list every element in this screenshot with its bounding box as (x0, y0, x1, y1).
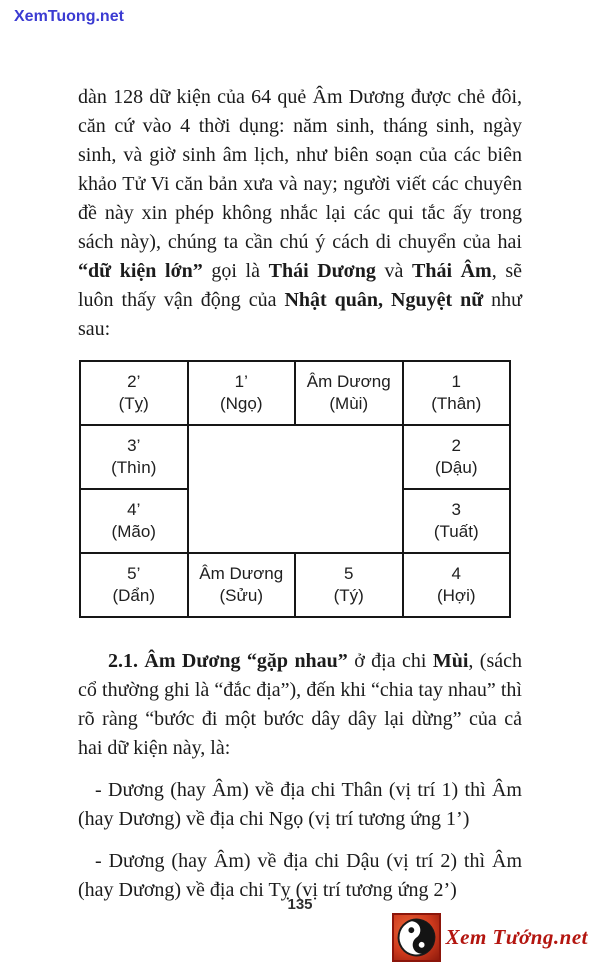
yin-yang-icon (392, 913, 441, 962)
cell-3-tuat: 3 (Tuất) (403, 489, 511, 553)
cell-3p-thin: 3’ (Thìn) (80, 425, 188, 489)
bullet-item-1: - Dương (hay Âm) về địa chi Thân (vị trí 1) thì Âm (hay Dương) về địa chi Ngọ (vị trí tương ứng 1’) (78, 779, 522, 830)
paragraph-intro: dàn 128 dữ kiện của 64 quẻ Âm Dương được chẻ đôi, căn cứ vào 4 thời dụng: năm sinh, tháng sinh, ngày sinh, và giờ sinh âm lịch, như biên soạn của các biên khảo Tử Vi căn bản xưa và nay; người viết các chuyên đề này xin phép không nhắc lại các qui tắc ấy trong sách này), chúng ta cần chú ý cách di chuyển của hai “dữ kiện lớn” gọi là Thái Dương và Thái Âm, sẽ luôn thấy vận động của Nhật quân, Nguyệt nữ như sau: (78, 86, 523, 340)
cell-5p-dan: 5’ (Dẩn) (80, 553, 188, 617)
site-logo-text: Xem Tướng.net (445, 925, 588, 949)
bullet-item-2: - Dương (hay Âm) về địa chi Dậu (vị trí 2) thì Âm (hay Dương) về địa chi Tỵ (vị trí tương ứng 2’) (78, 850, 522, 901)
cell-4p-mao: 4’ (Mão) (80, 489, 188, 553)
cell-1-than: 1 (Thân) (403, 361, 511, 425)
table-row (80, 553, 510, 617)
cell-2p-ty: 2’ (Tỵ) (80, 361, 188, 425)
cell-amduong-mui: Âm Dương (Mùi) (295, 361, 403, 425)
site-logo-link[interactable] (392, 913, 588, 962)
cell-1p-ngo: 1’ (Ngọ) (188, 361, 296, 425)
am-duong-position-table (79, 360, 511, 618)
page-content (78, 83, 522, 905)
paragraph-section-2-1: 2.1. Âm Dương “gặp nhau” ở địa chi Mùi, (sách cổ thường ghi là “đắc địa”), đến khi “chia tay nhau” thì rõ ràng “bước đi một bước dây dây lại dừng” của cả hai dữ kiện này, là: (78, 650, 522, 759)
cell-5-ty: 5 (Tý) (295, 553, 403, 617)
table-row (80, 425, 510, 489)
cell-2-dau: 2 (Dậu) (403, 425, 511, 489)
page-number: 135 (287, 896, 313, 913)
cell-empty-center (188, 425, 403, 553)
site-watermark-link[interactable]: XemTuong.net (14, 8, 124, 25)
cell-amduong-suu: Âm Dương (Sửu) (188, 553, 296, 617)
cell-4-hoi: 4 (Hợi) (403, 553, 511, 617)
table-row (80, 361, 510, 425)
